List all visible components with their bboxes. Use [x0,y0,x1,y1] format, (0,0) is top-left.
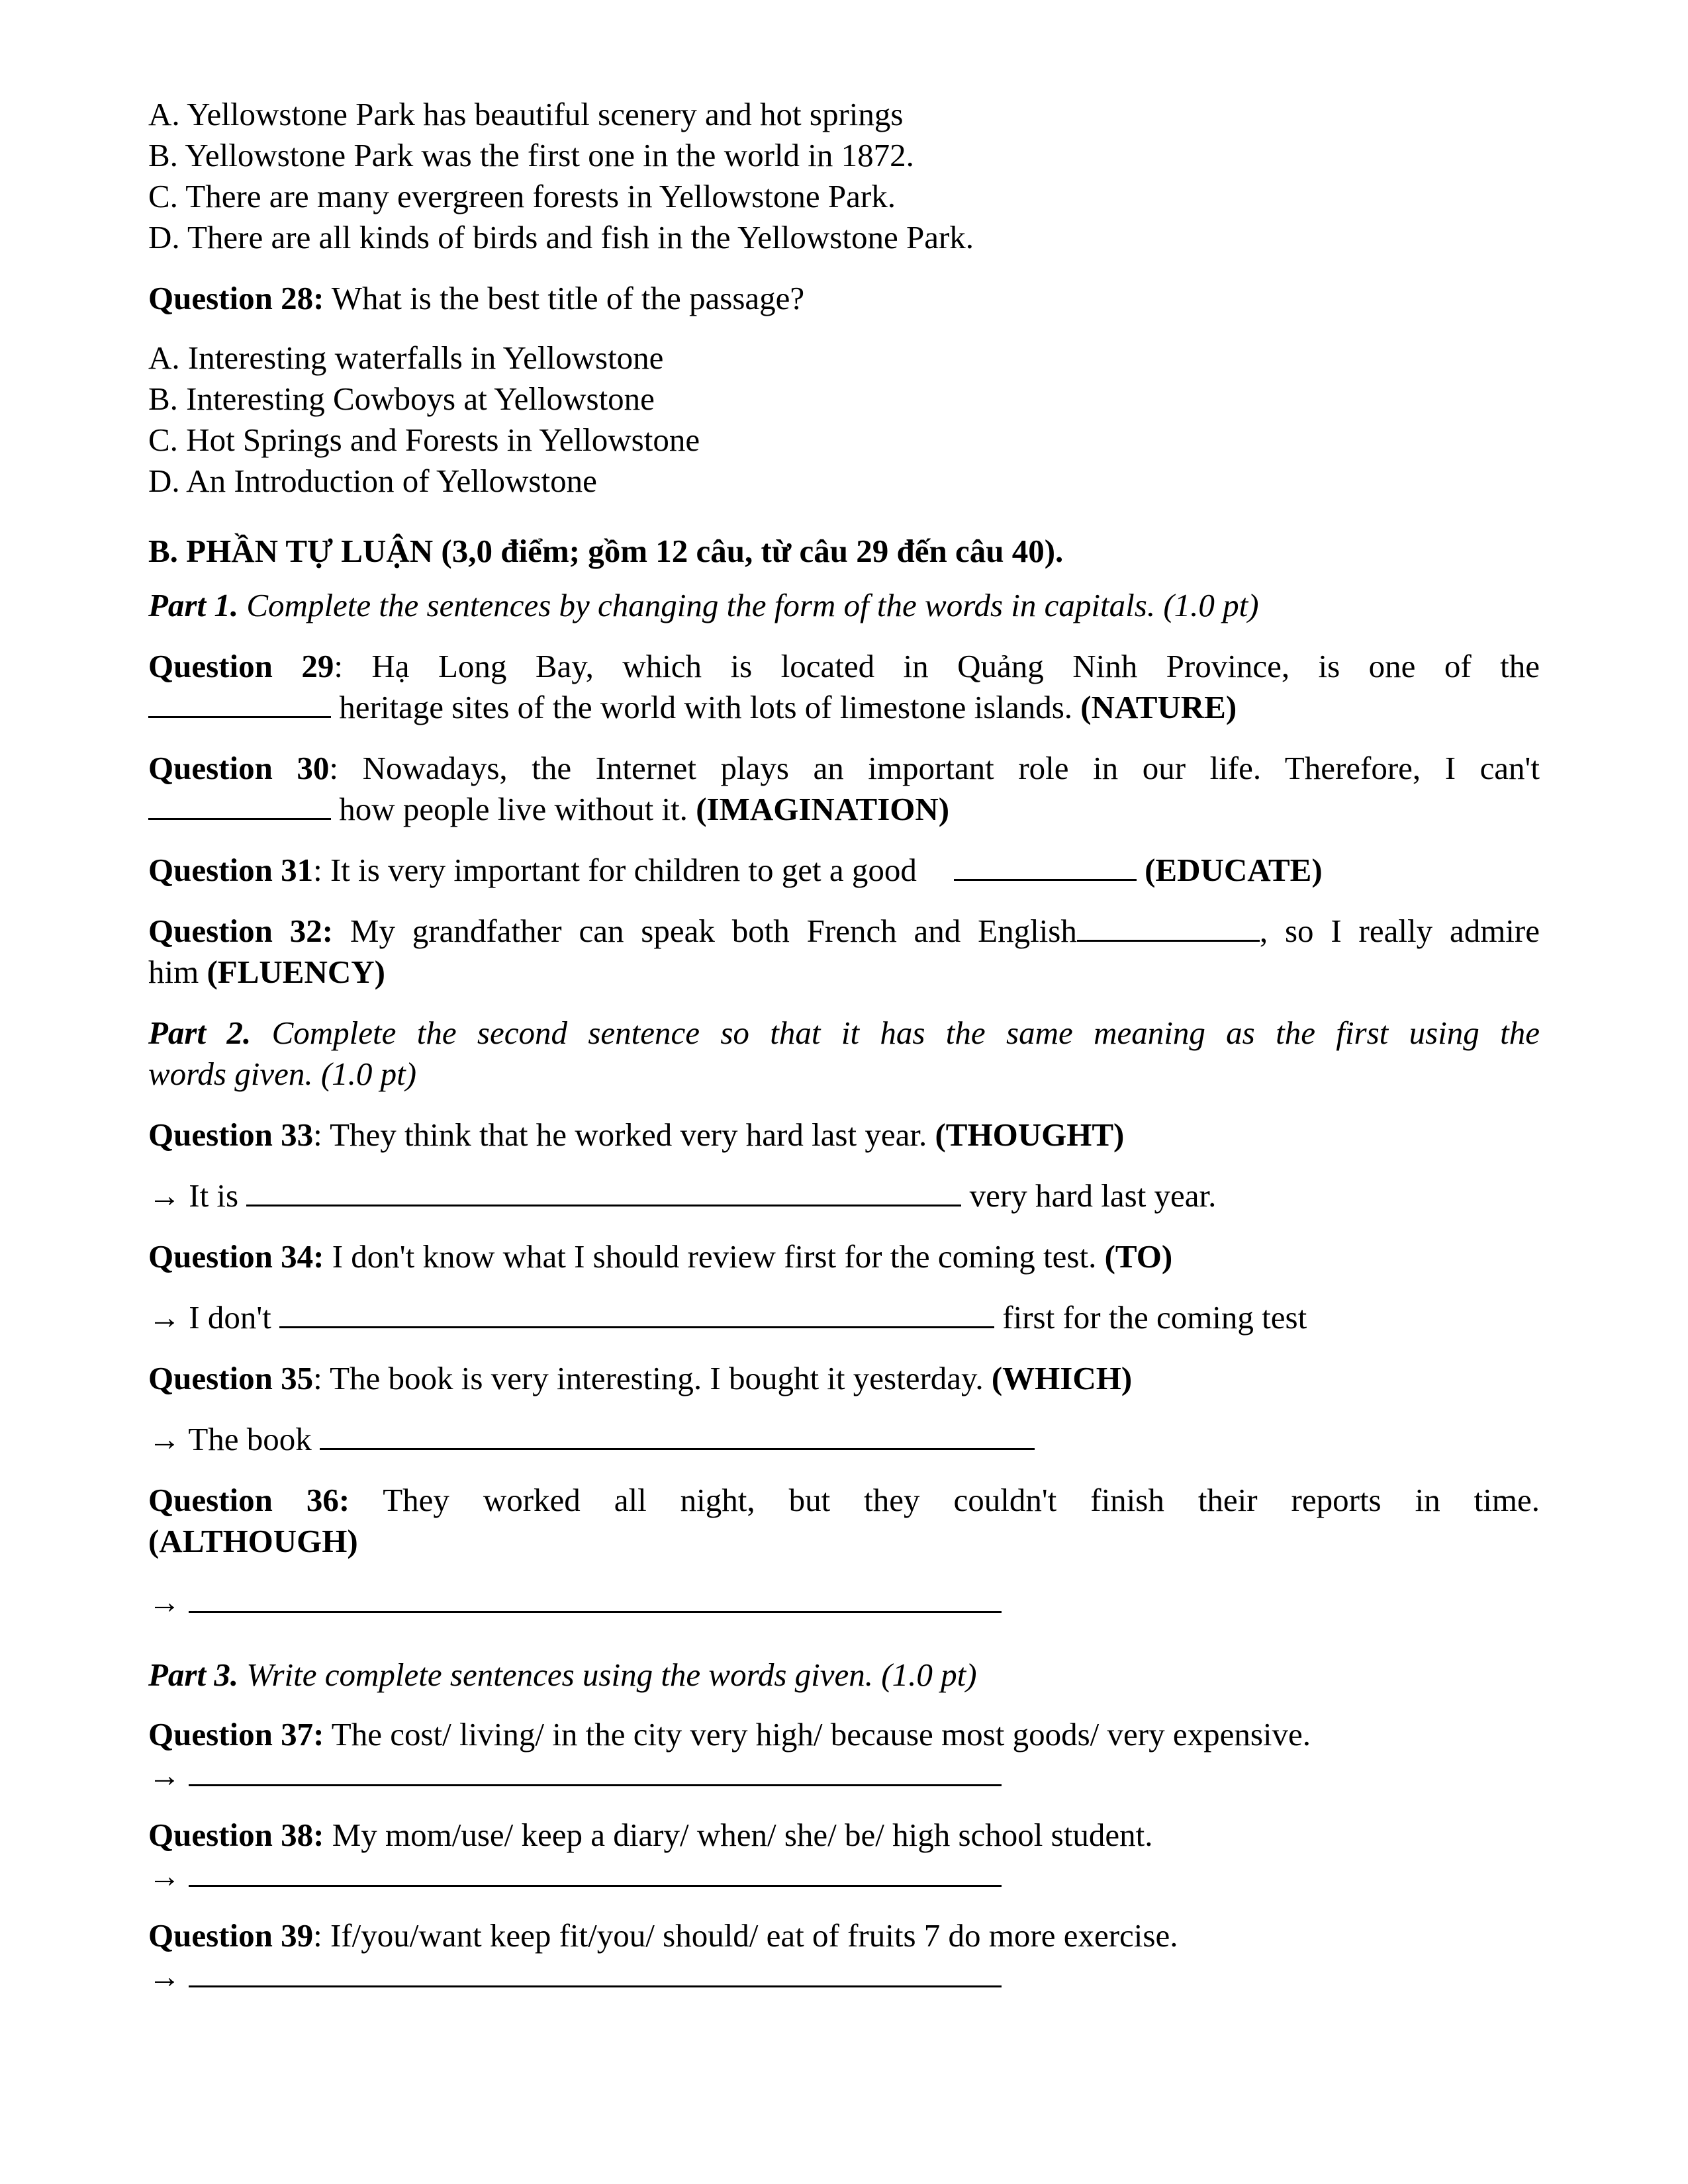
question-33-label: Question 33 [148,1116,314,1153]
part-1-text: Complete the sentences by changing the form of the words in capitals. (1.0 pt) [238,587,1259,623]
question-28-label: Question 28: [148,280,324,316]
part-3-label: Part 3. [148,1657,239,1693]
question-30-label: Question 30 [148,750,330,786]
question-28-text: What is the best title of the passage? [324,280,805,316]
answer-row-33 [148,1175,1540,1216]
part-2-line2: words given. (1.0 pt) [148,1056,417,1092]
question-30-line2: how people live without it. [331,791,696,827]
question-30-line2-row [148,789,1540,830]
question-36-word: (ALTHOUGH) [148,1523,358,1559]
question-32-word: (FLUENCY) [207,954,385,990]
part-1-instruction [148,585,1540,626]
question-31-word: (EDUCATE) [1145,852,1323,888]
answer-blank-36[interactable] [189,1582,1002,1613]
document-content [148,94,1540,1997]
question-32-after: , so I really admire [1259,913,1540,949]
question-36-label: Question 36: [148,1482,350,1518]
part-3-instruction [148,1655,1540,1696]
question-39 [148,1915,1540,1956]
question-29 [148,646,1540,687]
part-1-label: Part 1. [148,587,239,623]
answer-row-38 [148,1856,1540,1897]
question-29-line2-row [148,687,1540,728]
question-36 [148,1480,1540,1521]
question-32-line2: him [148,954,207,990]
question-33-text: : They think that he worked very hard last year. [313,1116,935,1153]
question-36-text: They worked all night, but they couldn't finish their reports in time. [350,1482,1540,1518]
question-34-text: I don't know what I should review first for the coming test. [324,1238,1105,1275]
question-37-label: Question 37: [148,1716,324,1752]
question-29-label: Question 29 [148,648,334,684]
answer-blank-39[interactable] [189,1956,1002,1987]
question-33-word: (THOUGHT) [935,1116,1125,1153]
q28-option-c: C. Hot Springs and Forests in Yellowstone [148,422,700,458]
question-34-label: Question 34: [148,1238,324,1275]
question-29-line1: : Hạ Long Bay, which is located in Quảng Ninh Province, is one of the [334,648,1540,684]
question-38-text: My mom/use/ keep a diary/ when/ she/ be/ high school student. [324,1817,1153,1853]
question-38-label: Question 38: [148,1817,324,1853]
part-2-instruction [148,1013,1540,1054]
answer-39-prefix: → [148,1958,189,1995]
section-b-heading: B. PHẦN TỰ LUẬN (3,0 điểm; gồm 12 câu, từ câu 29 đến câu 40). [148,533,1064,569]
question-31 [148,850,1540,891]
part-2-line1: Complete the second sentence so that it has the same meaning as the first using the [251,1015,1540,1051]
question-37-text: The cost/ living/ in the city very high/ because most goods/ very expensive. [324,1716,1311,1752]
question-31-label: Question 31 [148,852,314,888]
q27-option-a: A. Yellowstone Park has beautiful scenery and hot springs [148,96,904,132]
answer-row-35 [148,1419,1540,1460]
question-35-word: (WHICH) [991,1360,1133,1396]
answer-blank-32[interactable] [1077,911,1260,942]
answer-33-prefix: → It is [148,1177,247,1214]
answer-38-prefix: → [148,1858,189,1894]
answer-row-39 [148,1956,1540,1997]
q27-option-b: B. Yellowstone Park was the first one in the world in 1872. [148,137,914,173]
question-35 [148,1358,1540,1399]
question-30-line1: : Nowadays, the Internet plays an important role in our life. Therefore, I can't [329,750,1540,786]
answer-row-34 [148,1297,1540,1338]
question-38 [148,1815,1540,1856]
question-32 [148,911,1540,952]
question-33 [148,1115,1540,1156]
question-32-text: My grandfather can speak both French and English [333,913,1077,949]
question-34-word: (TO) [1104,1238,1173,1275]
question-32-line2-row [148,952,1540,993]
answer-34-suffix: first for the coming test [994,1299,1307,1336]
question-37 [148,1714,1540,1755]
answer-blank-35[interactable] [320,1419,1035,1450]
answer-35-prefix: → The book [148,1421,320,1457]
question-31-text: : It is very important for children to get a good [313,852,917,888]
question-39-label: Question 39 [148,1917,314,1954]
answer-blank-30[interactable] [148,789,331,820]
part-2-label: Part 2. [148,1015,252,1051]
question-29-word: (NATURE) [1080,689,1237,725]
question-30-word: (IMAGINATION) [696,791,950,827]
q28-option-b: B. Interesting Cowboys at Yellowstone [148,381,655,417]
part-3-text: Write complete sentences using the words given. (1.0 pt) [238,1657,977,1693]
answer-row-36 [148,1582,1540,1623]
question-39-text: : If/you/want keep fit/you/ should/ eat of fruits 7 do more exercise. [313,1917,1178,1954]
answer-34-prefix: → I don't [148,1299,280,1336]
answer-blank-29[interactable] [148,687,331,718]
answer-blank-34[interactable] [279,1297,994,1328]
q27-option-c: C. There are many evergreen forests in Yellowstone Park. [148,178,896,214]
question-34 [148,1236,1540,1277]
answer-blank-31[interactable] [954,850,1137,881]
answer-37-prefix: → [148,1757,189,1794]
answer-33-suffix: very hard last year. [961,1177,1217,1214]
question-35-text: : The book is very interesting. I bought it yesterday. [313,1360,992,1396]
answer-blank-37[interactable] [189,1755,1002,1786]
answer-row-37 [148,1755,1540,1796]
question-32-label: Question 32: [148,913,334,949]
answer-blank-33[interactable] [246,1175,961,1206]
question-29-line2: heritage sites of the world with lots of limestone islands. [331,689,1081,725]
question-30 [148,748,1540,789]
q27-option-d: D. There are all kinds of birds and fish in the Yellowstone Park. [148,219,974,255]
q28-option-a: A. Interesting waterfalls in Yellowstone [148,340,664,376]
answer-36-prefix: → [148,1584,189,1620]
answer-blank-38[interactable] [189,1856,1002,1887]
question-35-label: Question 35 [148,1360,314,1396]
q28-option-d: D. An Introduction of Yellowstone [148,463,597,499]
question-28 [148,278,1540,319]
